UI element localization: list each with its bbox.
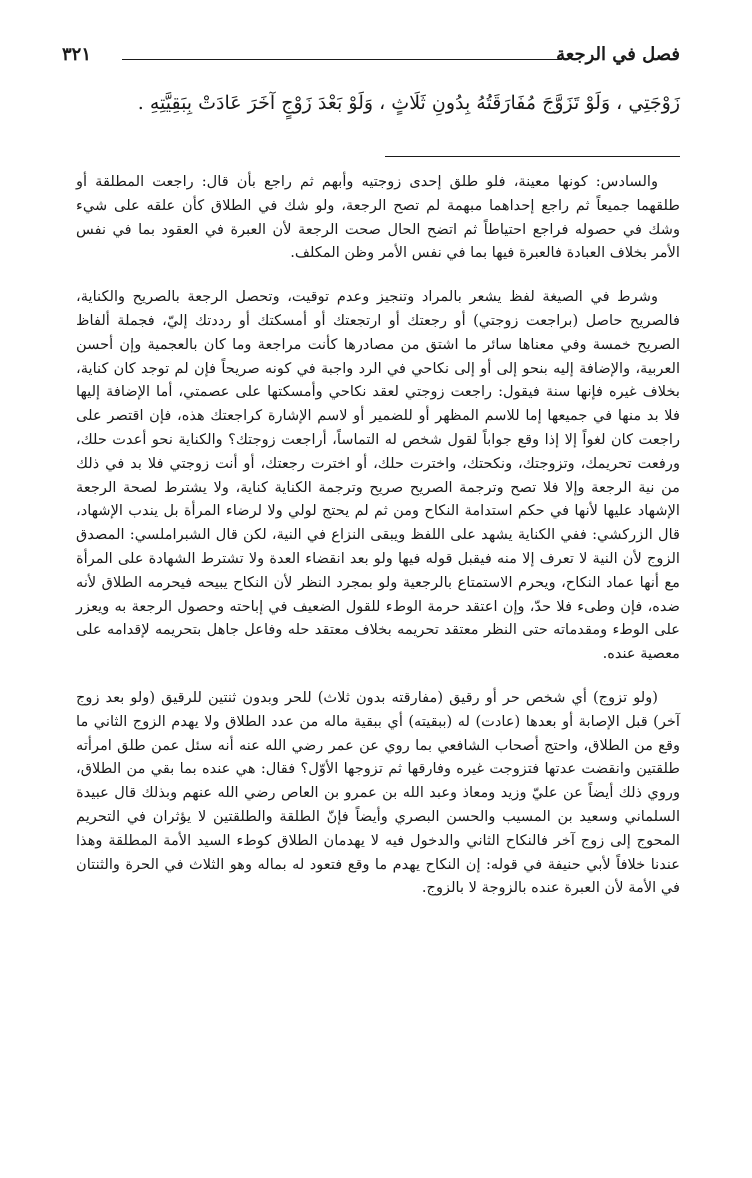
chapter-title: فصل في الرجعة — [556, 44, 680, 65]
paragraph-formula: وشرط في الصيغة لفظ يشعر بالمراد وتنجيز وعدم توقيت، وتحصل الرجعة بالصريح والكناية، فالصريح حاصل (براجعت زوجتي) أو رجعتك أو ارتجعتك أو أمسكتك أو رددتك إليّ، فجملة ألفاظ الصريح خمسة وفي معناها سائر ما اشتق من مصادرها كأنت مراجعة وما كان بالعجمية وإن أحسن العربية، والإضافة إليه بنحو إلى أو إلى نكاحي في الرد واجبة في كونه صريحاً فإن لم توجد كان كناية، بخلاف غيره فإنها سنة فيقول: راجعت زوجتي لعقد نكاحي وأمسكتها على عصمتي، أما الإضافة إليها فلا بد منها في جميعها إما للاسم المظهر أو للضمير أو لاسم الإشارة كراجعتك هذه، فإن اقتصر على راجعت كان لغواً إلا إذا وقع جواباً لقول شخص له التماساً، أراجعت زوجتك؟ والكناية نحو أعدت حلك، ورفعت تحريمك، وتزوجتك، ونكحتك، واخترت حلك، أو اخترت رجعتك، أو أنت زوجتي فلا بد في ذلك من نية الرجعة وإلا فلا تصح وترجمة الصريح صريح وترجمة الكناية كناية، ولا يشترط لصحة الرجعة الإشهاد عليها لأنها في حكم استدامة النكاح ومن ثم لم يحتج لولي ولا لرضاء المرأة بل يندب الإشهاد، قال الزركشي: ففي الكناية يشهد على اللفظ ويبقى النزاع في النية، لكن قال الشبراملسي: المصدق الزوج لأن النية لا تعرف إلا منه فيقبل قوله فيها ولو بعد انقضاء العدة ولا تشترط الشهادة على المرأة مع أنها عماد النكاح، ويحرم الاستمتاع بالرجعية ولو بمجرد النظر لأن النكاح يبيحه فيحرمه الطلاق لأنه ضده، فإن وطىء فلا حدّ، وإن اعتقد حرمة الوطء للقول الضعيف في إباحته وحصول الرجعة به ويعزر على الوطء ومقدماته حتى النظر معتقد تحريمه بخلاف معتقد حله وفاعل جاهل بتحريمه لإقدامه على معصية عنده. — [76, 288, 680, 663]
paragraph-sixth-condition: والسادس: كونها معينة، فلو طلق إحدى زوجتيه وأبهم ثم راجع بأن قال: راجعت المطلقة أو طلقهما جميعاً ثم راجع إحداهما مبهمة لم تصح الرجعة، ولو شك في الطلاق كأن علقه على شيء وشك في حصوله فراجع احتياطاً ثم اتضح الحال صحت الرجعة لأن العبرة في العقود بما في نفس الأمر بخلاف العبادة فالعبرة فيها بما في نفس الأمر وظن المكلف. — [76, 173, 680, 262]
page-number: ٣٢١ — [62, 44, 92, 65]
footnote-divider — [385, 156, 680, 157]
paragraph-remarriage: (ولو تزوج) أي شخص حر أو رقيق (مفارقته بدون ثلاث) للحر وبدون ثنتين للرقيق (ولو بعد زوج آخر) قبل الإصابة أو بعدها (عادت) له (ببقيته) أي ببقية ماله من عدد الطلاق ولا يهدم الزوج الثاني ما وقع من الطلاق، واحتج أصحاب الشافعي بما روي عن عمر رضي الله عنه أنه سئل عمن طلق امرأته طلقتين وانقضت عدتها فتزوجت غيره وفارقها ثم تزوجها الأوّل؟ فقال: هي عنده بما بقي من الطلاق، وروي ذلك أيضاً عن عليّ وزيد ومعاذ وعبد الله بن عمرو بن العاص رضي الله عنهم وبذلك قال عبيدة السلماني وسعيد بن المسيب والحسن البصري وأيضاً فإنّ الطلقة والطلقتين لا يؤثران في التحريم المحوج إلى زوج آخر فالنكاح الثاني والدخول فيه لا يهدمان الطلاق كوطء السيد الأمة المطلقة وهذا عندنا خلافاً لأبي حنيفة في قوله: إن النكاح يهدم ما وقع فتعود له بماله وهو الثلاث في الحرة والثنتان في الأمة لأن العبرة عنده بالزوجة لا بالزوج. — [76, 688, 680, 897]
matn-verse: زَوْجَتِي ، وَلَوْ تَزَوَّجَ مُفَارَقَتُهُ بِدُونِ ثَلَاثٍ ، وَلَوْ بَعْدَ زَوْجٍ آخَرَ عَادَتْ بِبَقِيَّتِهِ . — [137, 92, 680, 114]
page-header — [62, 44, 680, 70]
header-rule — [122, 59, 562, 60]
commentary-body — [76, 170, 680, 900]
